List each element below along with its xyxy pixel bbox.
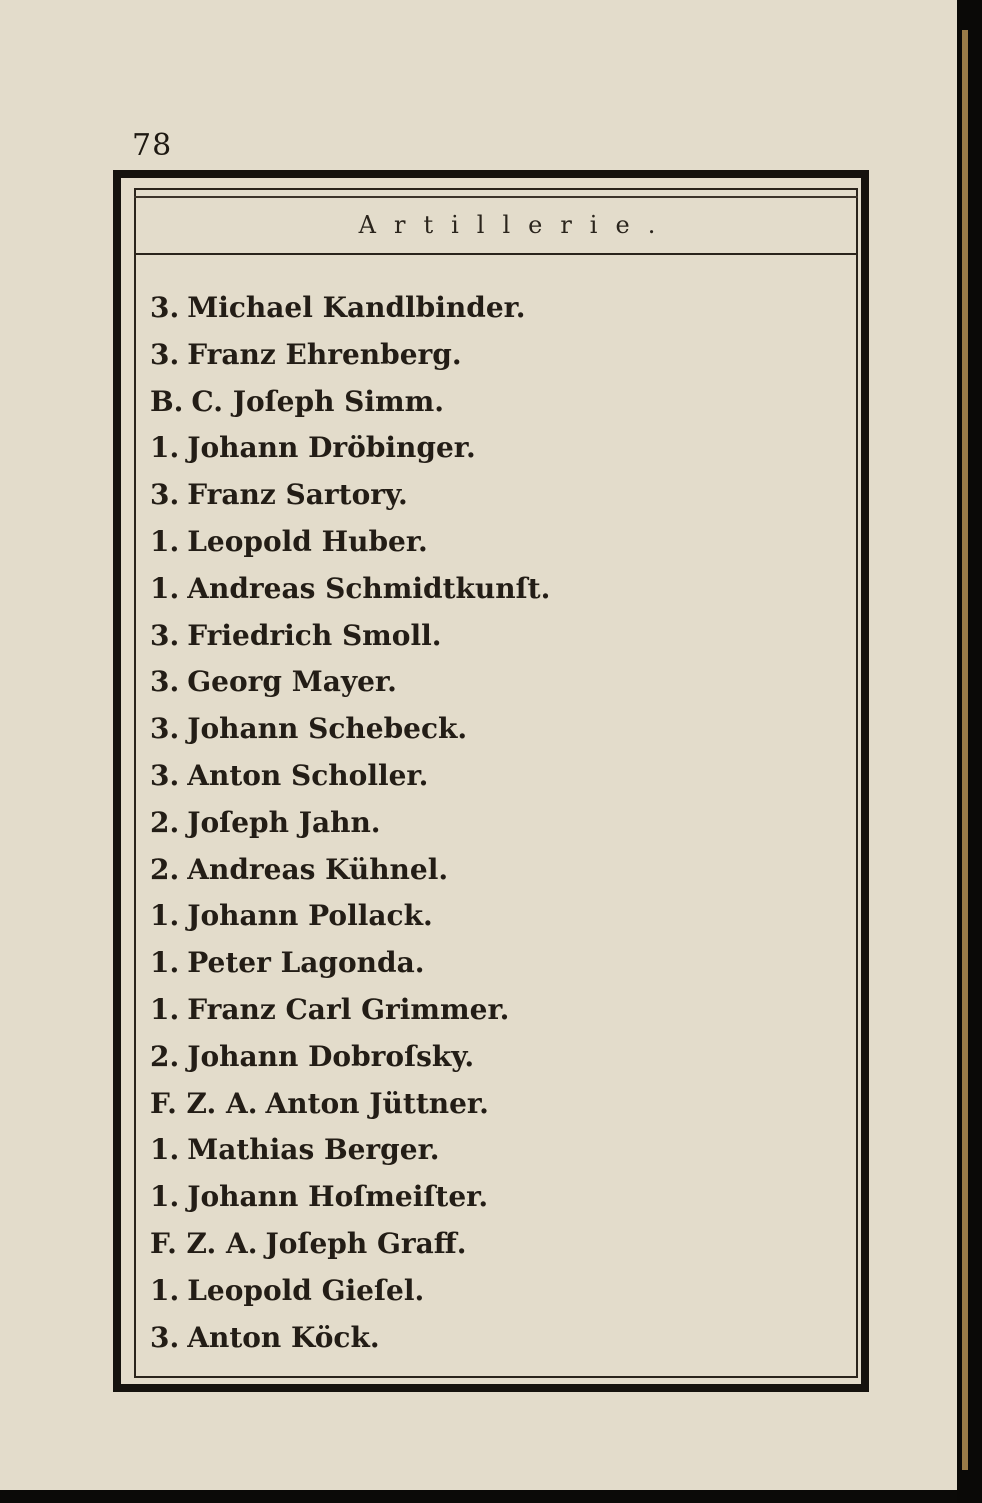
roster-entry xyxy=(150,519,550,566)
roster-entry xyxy=(150,1221,550,1268)
entry-rank: 3. xyxy=(150,337,180,371)
roster-entry xyxy=(150,425,550,472)
book-spine xyxy=(962,30,968,1470)
entry-name: Johann Dröbinger. xyxy=(187,431,476,465)
entry-rank: 3. xyxy=(150,291,180,324)
roster-entry xyxy=(150,1268,550,1315)
roster-entry xyxy=(150,1174,550,1221)
entry-name: Johann Hoſmeiſter. xyxy=(187,1180,489,1214)
entry-name: Anton Köck. xyxy=(187,1320,380,1354)
roster-entry xyxy=(150,379,550,426)
entry-rank: F. Z. A. xyxy=(150,1226,258,1260)
entry-rank: 1. xyxy=(150,524,180,558)
roster-entry xyxy=(150,1315,550,1362)
roster-entry xyxy=(150,800,550,847)
header-rule xyxy=(134,253,858,255)
roster-entry xyxy=(150,1127,550,1174)
entry-name: Franz Carl Grimmer. xyxy=(187,992,510,1026)
entry-name: Johann Dobroſsky. xyxy=(187,1039,475,1073)
entry-name: C. Joſeph Simm. xyxy=(191,384,445,418)
roster-entry xyxy=(150,940,550,987)
entry-name: Franz Sartory. xyxy=(187,478,408,512)
entry-name: Leopold Gieſel. xyxy=(187,1273,425,1307)
entry-rank: 3. xyxy=(150,478,180,512)
entry-rank: 1. xyxy=(150,1133,180,1167)
entry-name: Peter Lagonda. xyxy=(187,946,425,980)
book-gutter xyxy=(957,0,982,1503)
entry-rank: 3. xyxy=(150,1320,180,1354)
entry-rank: F. Z. A. xyxy=(150,1086,258,1120)
entry-name: Andreas Kühnel. xyxy=(187,852,449,886)
entry-rank: 2. xyxy=(150,805,180,839)
entry-name: Johann Pollack. xyxy=(187,899,433,933)
entry-rank: B. xyxy=(150,384,184,418)
entry-name: Anton Jüttner. xyxy=(265,1086,489,1120)
entry-name: Franz Ehrenberg. xyxy=(187,337,462,371)
entry-name: Joſeph Graff. xyxy=(265,1226,467,1260)
roster-entry xyxy=(150,753,550,800)
header-top-rule xyxy=(134,196,858,198)
entry-rank: 1. xyxy=(150,1180,180,1214)
roster-entry xyxy=(150,285,550,332)
entry-rank: 1. xyxy=(150,571,180,605)
roster-entry xyxy=(150,566,550,613)
entry-name: Andreas Schmidtkunſt. xyxy=(187,571,551,605)
roster-entry xyxy=(150,472,550,519)
page-number: 78 xyxy=(132,128,173,163)
entry-rank: 3. xyxy=(150,618,180,652)
entry-name: Friedrich Smoll. xyxy=(187,618,442,652)
roster-list xyxy=(150,285,550,1361)
entry-rank: 1. xyxy=(150,431,180,465)
section-title: Artillerie. xyxy=(358,211,674,239)
entry-rank: 1. xyxy=(150,946,180,980)
roster-entry xyxy=(150,893,550,940)
entry-rank: 3. xyxy=(150,712,180,746)
roster-entry xyxy=(150,706,550,753)
roster-entry xyxy=(150,847,550,894)
entry-name: Johann Schebeck. xyxy=(187,712,468,746)
entry-name: Joſeph Jahn. xyxy=(187,805,381,839)
roster-entry xyxy=(150,1034,550,1081)
roster-entry xyxy=(150,659,550,706)
entry-rank: 1. xyxy=(150,1273,180,1307)
entry-rank: 1. xyxy=(150,992,180,1026)
roster-entry xyxy=(150,1081,550,1128)
entry-name: Georg Mayer. xyxy=(187,665,397,699)
roster-entry xyxy=(150,613,550,660)
entry-rank: 2. xyxy=(150,852,180,886)
entry-rank: 1. xyxy=(150,899,180,933)
roster-entry xyxy=(150,987,550,1034)
entry-rank: 2. xyxy=(150,1039,180,1073)
roster-entry xyxy=(150,332,550,379)
entry-rank: 3. xyxy=(150,665,180,699)
entry-name: Anton Scholler. xyxy=(187,758,429,792)
entry-name: Leopold Huber. xyxy=(187,524,428,558)
entry-rank: 3. xyxy=(150,758,180,792)
entry-name: Mathias Berger. xyxy=(187,1133,440,1167)
entry-name: Michael Kandlbinder. xyxy=(187,291,526,324)
